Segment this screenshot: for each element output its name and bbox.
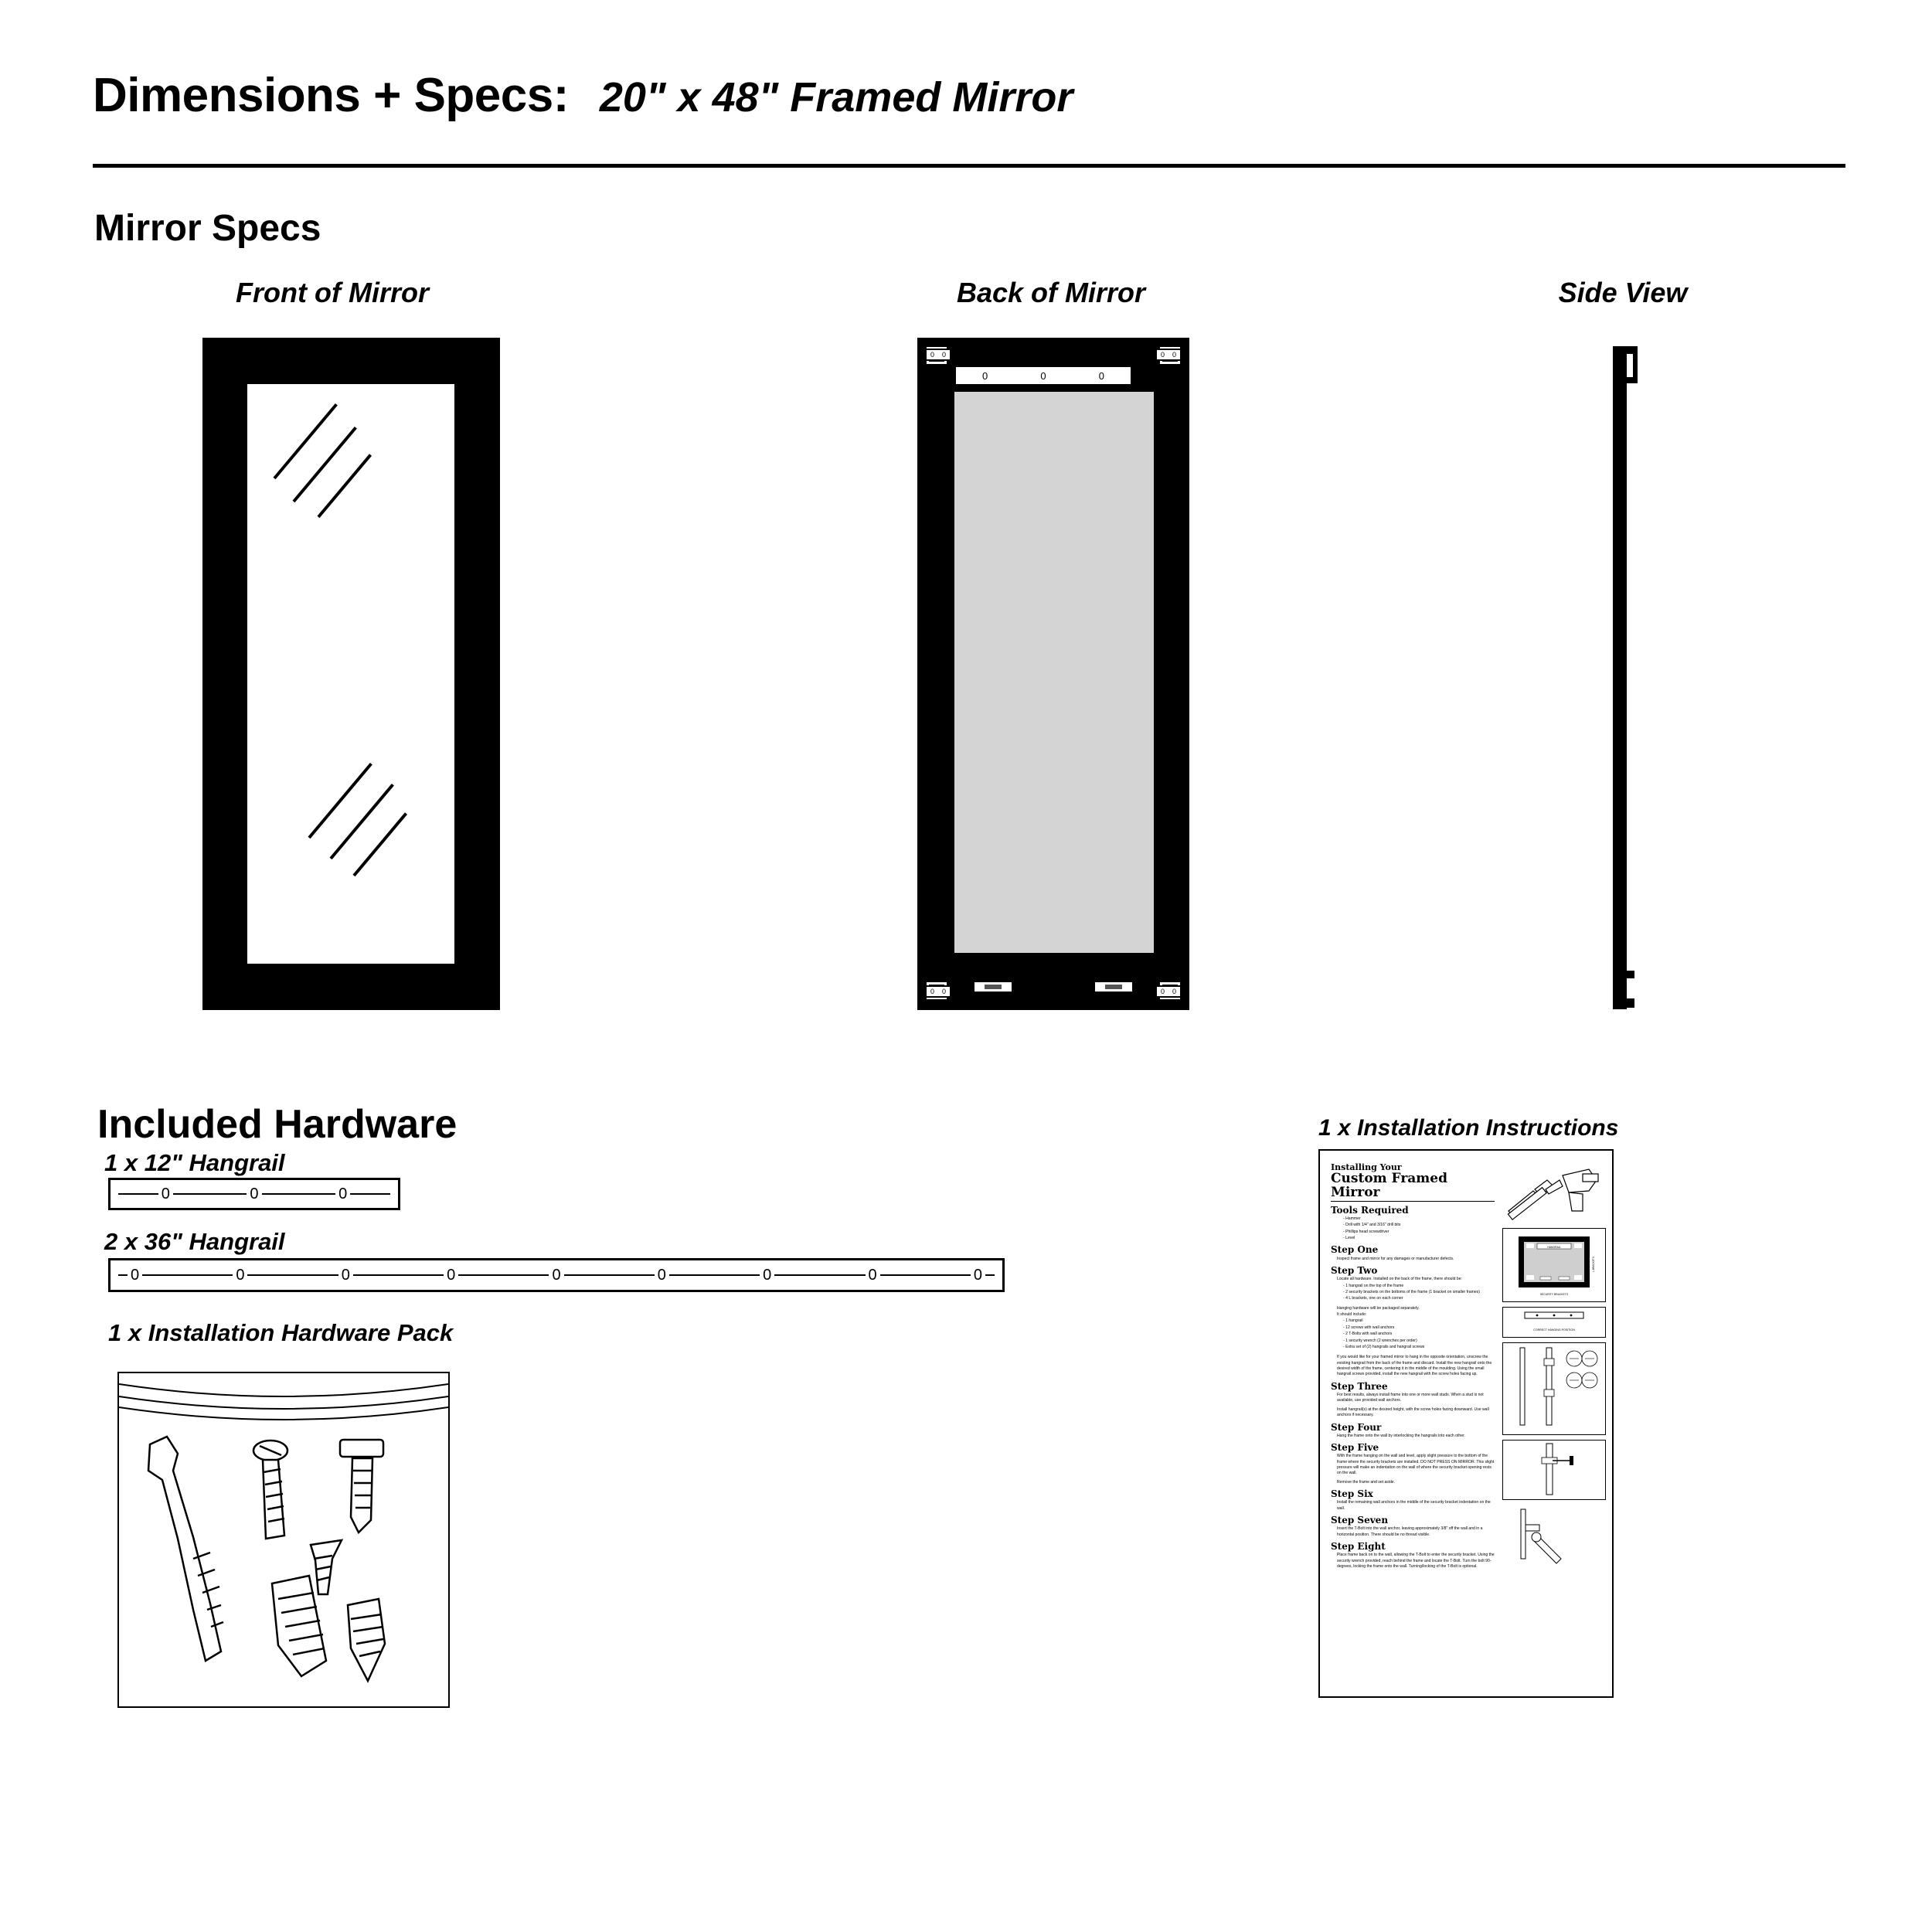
wrench-svg xyxy=(1502,1505,1604,1568)
svg-text:SECURITY BRACKETS: SECURITY BRACKETS xyxy=(1539,1293,1569,1296)
hangrail-hole: 0 xyxy=(1040,369,1046,382)
hardware-bag-svg xyxy=(119,1373,448,1706)
corner-hole-marks xyxy=(925,985,951,998)
label-installation-instructions: 1 x Installation Instructions xyxy=(1318,1115,1619,1141)
glass-shine-line xyxy=(292,427,356,502)
hangrail-36-graphic xyxy=(108,1258,1005,1292)
t-bolt-svg xyxy=(1503,1440,1605,1499)
label-hardware-pack: 1 x Installation Hardware Pack xyxy=(108,1319,454,1346)
step-text: With the frame hanging on the wall and level, apply slight pressure to the bottom of the frame where the security brackets are installed. DO NOT PRESS ON MIRROR. This slight pressure will make an indentation on the wall of where the security bracket opening rests on the wall. xyxy=(1337,1454,1495,1476)
tool-item: - Drill with 1/4" and 3/16" drill bits xyxy=(1343,1223,1401,1228)
frame-back-diagram xyxy=(1502,1228,1606,1302)
instructions-diagram-column xyxy=(1502,1163,1606,1574)
step-text: Install the remaining wall anchors in the middle of the security bracket indentation on the wall. xyxy=(1337,1500,1491,1511)
glass-shine-line xyxy=(273,403,337,479)
step-heading-two: Step Two xyxy=(1331,1265,1378,1277)
hole-mark: 0 xyxy=(1160,988,1165,995)
hangrail-hole: 0 xyxy=(982,369,988,382)
front-mirror-frame xyxy=(202,338,500,1010)
front-mirror-glass xyxy=(247,384,454,964)
t-bolt-insertion-diagram xyxy=(1502,1440,1606,1500)
step-bullet: - 2 security brackets on the bottoms of the frame (1 bracket on smaller frames) xyxy=(1343,1289,1480,1294)
security-bracket-icon xyxy=(973,981,1013,993)
step-heading-five: Step Five xyxy=(1331,1442,1379,1454)
hole-mark: 0 xyxy=(941,988,946,995)
step-text: For best results, always install frame into one or more wall studs. When a stud is not available, use provided wall anchors. xyxy=(1337,1393,1484,1403)
side-security-bracket-tab xyxy=(1627,998,1634,1008)
side-hangrail-tab xyxy=(1627,377,1638,383)
anchor-detail-svg xyxy=(1503,1343,1605,1434)
step-text: Place frame back on to the wall, allowing the T-Bolt to enter the security bracket. Using the security wrench provided, reach behind the frame and locate the T-Bolt. Turn the bolt 90-degrees, locking the frame onto the wall. Turning/locking of the T-Bolt is optional. xyxy=(1337,1553,1495,1569)
rail-hole: 0 xyxy=(247,1185,261,1203)
tools-required-heading: Tools Required xyxy=(1331,1204,1409,1216)
step-text: Insert the T-Bolt into the wall anchor, leaving approximately 3/8" off the wall and in a horizontal position. There should be no thread visible. xyxy=(1337,1526,1483,1537)
step-heading-three: Step Three xyxy=(1331,1380,1388,1392)
step-text: Remove the frame and set aside. xyxy=(1337,1479,1396,1485)
svg-text:L-BRACKETS: L-BRACKETS xyxy=(1592,1256,1595,1273)
label-hangrail-12: 1 x 12" Hangrail xyxy=(104,1149,285,1176)
header-divider xyxy=(93,164,1845,168)
step-bullet: - Extra set of (2) hangrails and hangrail screws xyxy=(1343,1344,1425,1349)
hole-mark: 0 xyxy=(941,351,946,359)
section-title-included-hardware: Included Hardware xyxy=(97,1102,457,1147)
instructions-title-line1: Installing Your xyxy=(1331,1162,1402,1172)
hole-mark: 0 xyxy=(930,351,934,359)
step-text: Hanging hardware will be packaged separately. xyxy=(1337,1305,1420,1311)
installation-instructions-sheet xyxy=(1318,1149,1614,1698)
tool-item: - Level xyxy=(1343,1236,1355,1241)
rail-hole: 0 xyxy=(335,1185,350,1203)
back-hangrail xyxy=(954,366,1132,386)
wrench-step-diagram xyxy=(1502,1505,1606,1570)
rail-hole: 0 xyxy=(444,1267,458,1284)
svg-text:CORRECT HANGING POSITION: CORRECT HANGING POSITION xyxy=(1533,1328,1575,1332)
rail-hole: 0 xyxy=(233,1267,247,1284)
back-mirror-frame xyxy=(917,338,1189,1010)
step-bullet: - 1 security wrench (2 wrenches per order) xyxy=(1343,1338,1417,1343)
side-view-profile xyxy=(1613,346,1627,1009)
glass-shine-line xyxy=(329,784,393,859)
step-bullet: - 1 hangrail xyxy=(1343,1318,1363,1324)
label-hangrail-36: 2 x 36" Hangrail xyxy=(104,1228,285,1255)
step-text: It should include: xyxy=(1337,1312,1367,1318)
step-bullet: - 4 L brackets, one on each corner xyxy=(1343,1296,1403,1301)
rail-hole: 0 xyxy=(128,1267,142,1284)
step-heading-six: Step Six xyxy=(1331,1488,1373,1500)
hole-mark: 0 xyxy=(1172,351,1176,359)
svg-text:HANGRAIL: HANGRAIL xyxy=(1547,1246,1561,1249)
step-text: Hang the frame onto the wall by interlocking the hangrails into each other. xyxy=(1337,1433,1465,1438)
page-header xyxy=(93,68,1839,123)
page-subtitle: 20" x 48" Framed Mirror xyxy=(599,74,1073,121)
step-text: Inspect frame and mirror for any damages or manufacturer defects. xyxy=(1337,1256,1454,1261)
rail-hole: 0 xyxy=(971,1267,985,1284)
step-heading-eight: Step Eight xyxy=(1331,1541,1386,1553)
label-back-of-mirror: Back of Mirror xyxy=(956,277,1146,308)
step-bullet: - 2 T-Bolts with wall anchors xyxy=(1343,1332,1393,1337)
back-mirror-panel xyxy=(954,392,1154,953)
instructions-title-line2: Custom Framed Mirror xyxy=(1331,1172,1495,1202)
security-bracket-icon xyxy=(1094,981,1134,993)
rail-hole: 0 xyxy=(655,1267,669,1284)
label-side-view: Side View xyxy=(1558,277,1688,308)
corner-hole-marks xyxy=(1155,985,1182,998)
frame-back-diagram-svg xyxy=(1503,1229,1605,1301)
step-text: Locate all hardware. Installed on the back of the frame, there should be: xyxy=(1337,1277,1462,1282)
hole-mark: 0 xyxy=(1172,988,1176,995)
rail-hole: 0 xyxy=(338,1267,353,1284)
step-text: If you would like for your framed mirror to hang in the opposite orientation, unscrew the existing hangrail from the back of the frame and discard. Install the new hangrail onto the desired width of the frame, centering it in the middle of the moulding. Using the small hangrail screws provided, install the new hangrail with the screw holes facing up. xyxy=(1337,1355,1492,1377)
tool-item: - Hammer xyxy=(1343,1216,1361,1221)
rail-hole: 0 xyxy=(158,1185,173,1203)
hanging-position-svg xyxy=(1503,1308,1605,1337)
tools-illustration xyxy=(1502,1163,1606,1228)
section-title-mirror-specs: Mirror Specs xyxy=(94,208,321,249)
step-bullet: - 12 screws with wall anchors xyxy=(1343,1325,1395,1330)
hangrail-hole: 0 xyxy=(1098,369,1104,382)
tools-svg xyxy=(1502,1163,1606,1228)
anchor-detail-diagram xyxy=(1502,1342,1606,1435)
instructions-text-column xyxy=(1331,1163,1495,1570)
side-security-bracket-tab xyxy=(1627,971,1634,978)
hole-mark: 0 xyxy=(930,988,934,995)
hardware-pack-illustration xyxy=(117,1372,450,1708)
corner-hole-marks xyxy=(1155,349,1182,361)
rail-hole: 0 xyxy=(760,1267,774,1284)
label-front-of-mirror: Front of Mirror xyxy=(236,277,429,308)
step-heading-seven: Step Seven xyxy=(1331,1515,1389,1526)
hole-mark: 0 xyxy=(1160,351,1165,359)
corner-hole-marks xyxy=(925,349,951,361)
step-heading-one: Step One xyxy=(1331,1244,1379,1256)
tool-item: - Phillips head screwdriver xyxy=(1343,1229,1389,1234)
page-title: Dimensions + Specs: xyxy=(93,69,569,122)
step-heading-four: Step Four xyxy=(1331,1421,1382,1433)
step-bullet: - 1 hangrail on the top of the frame xyxy=(1343,1283,1404,1288)
rail-hole: 0 xyxy=(866,1267,880,1284)
correct-hanging-position-diagram xyxy=(1502,1307,1606,1338)
rail-hole: 0 xyxy=(549,1267,563,1284)
hangrail-12-graphic xyxy=(108,1178,400,1210)
glass-shine-line xyxy=(308,763,372,838)
step-text: Install hangrail(s) at the desired height, with the screw holes facing downward. Use wall anchors if necessary. xyxy=(1337,1406,1489,1418)
